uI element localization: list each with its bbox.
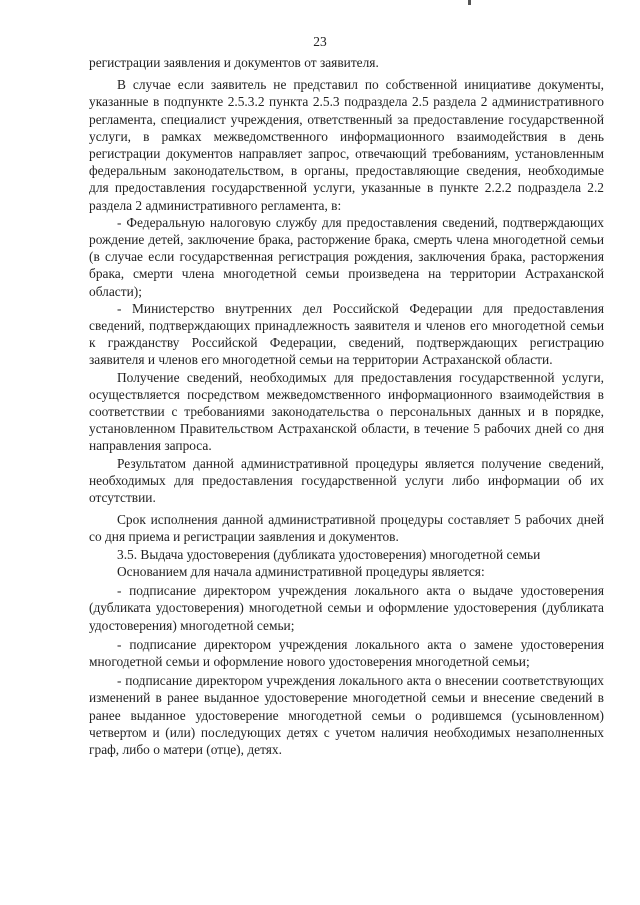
page-number: 23	[313, 34, 327, 49]
list-item-interior-ministry: - Министерство внутренних дел Российской Федерации для предоставления сведений, подтверждающих принадлежность заявителя и членов его многодетной семьи к гражданству Российской Федерации, сведений, подтверждающих регистрацию заявителя и членов его многодетной семьи на территории Астраханской области.	[89, 300, 604, 368]
list-item-amend-certificate: - подписание директором учреждения локального акта о внесении соответствующих изменений в ранее выданное удостоверение многодетной семьи и внесение сведений в ранее выданное удостоверение многодетной семьи о родившемся (усыновленном) четвертом и (или) последующих детях с учетом наличия необходимых незаполненных граф, либо о матери (отце), детях.	[89, 673, 604, 757]
paragraph-continuation: регистрации заявления и документов от заявителя.	[89, 55, 379, 70]
paragraph-procedure-term: Срок исполнения данной административной процедуры составляет 5 рабочих дней со дня приема и регистрации заявления и документов.	[89, 512, 604, 545]
paragraph-procedure-basis: Основанием для начала административной процедуры является:	[117, 563, 485, 579]
list-item-tax-service: - Федеральную налоговую службу для предоставления сведений, подтверждающих рождение детей, заключение брака, расторжение брака, смерть члена многодетной семьи (в случае если государственная регистрация рождения, заключения брака, расторжения брака, смерти члена многодетной семьи произведена на территории Астраханской области);	[89, 214, 604, 299]
list-item-replace-certificate: - подписание директором учреждения локального акта о замене удостоверения многодетной семьи и оформление нового удостоверения многодетной семьи;	[89, 636, 604, 669]
paragraph-procedure-result: Результатом данной административной процедуры является получение сведений, необходимых для предоставления государственной услуги либо информации об их отсутствии.	[89, 455, 604, 506]
document-body	[89, 54, 604, 758]
paragraph-information-receipt: Получение сведений, необходимых для предоставления государственной услуги, осуществляется посредством межведомственного информационного взаимодействия в соответствии с требованиями законодательства о персональных данных и в порядке, установленном Правительством Астраханской области, в течение 5 рабочих дней со дня направления запроса.	[89, 369, 604, 454]
scan-mark	[468, 0, 471, 5]
paragraph-interagency-request: В случае если заявитель не представил по собственной инициативе документы, указанные в подпункте 2.5.3.2 пункта 2.5.3 подраздела 2.5 раздела 2 административного регламента, специалист учреждения, ответственный за предоставление государственной услуги, в рамках межведомственного информационного взаимодействия в день регистрации документов направляет запрос, отвечающий требованиям, установленным федеральным законодательством, в органы, предоставляющие сведения, необходимые для предоставления государственной услуги, указанные в пункте 2.2.2 подраздела 2.2 раздела 2 административного регламента, в:	[89, 77, 604, 213]
section-heading: 3.5. Выдача удостоверения (дубликата удостоверения) многодетной семьи	[117, 546, 541, 562]
list-item-issue-certificate: - подписание директором учреждения локального акта о выдаче удостоверения (дубликата удостоверения) многодетной семьи и оформление удостоверения (дубликата удостоверения) многодетной семьи;	[89, 583, 604, 633]
